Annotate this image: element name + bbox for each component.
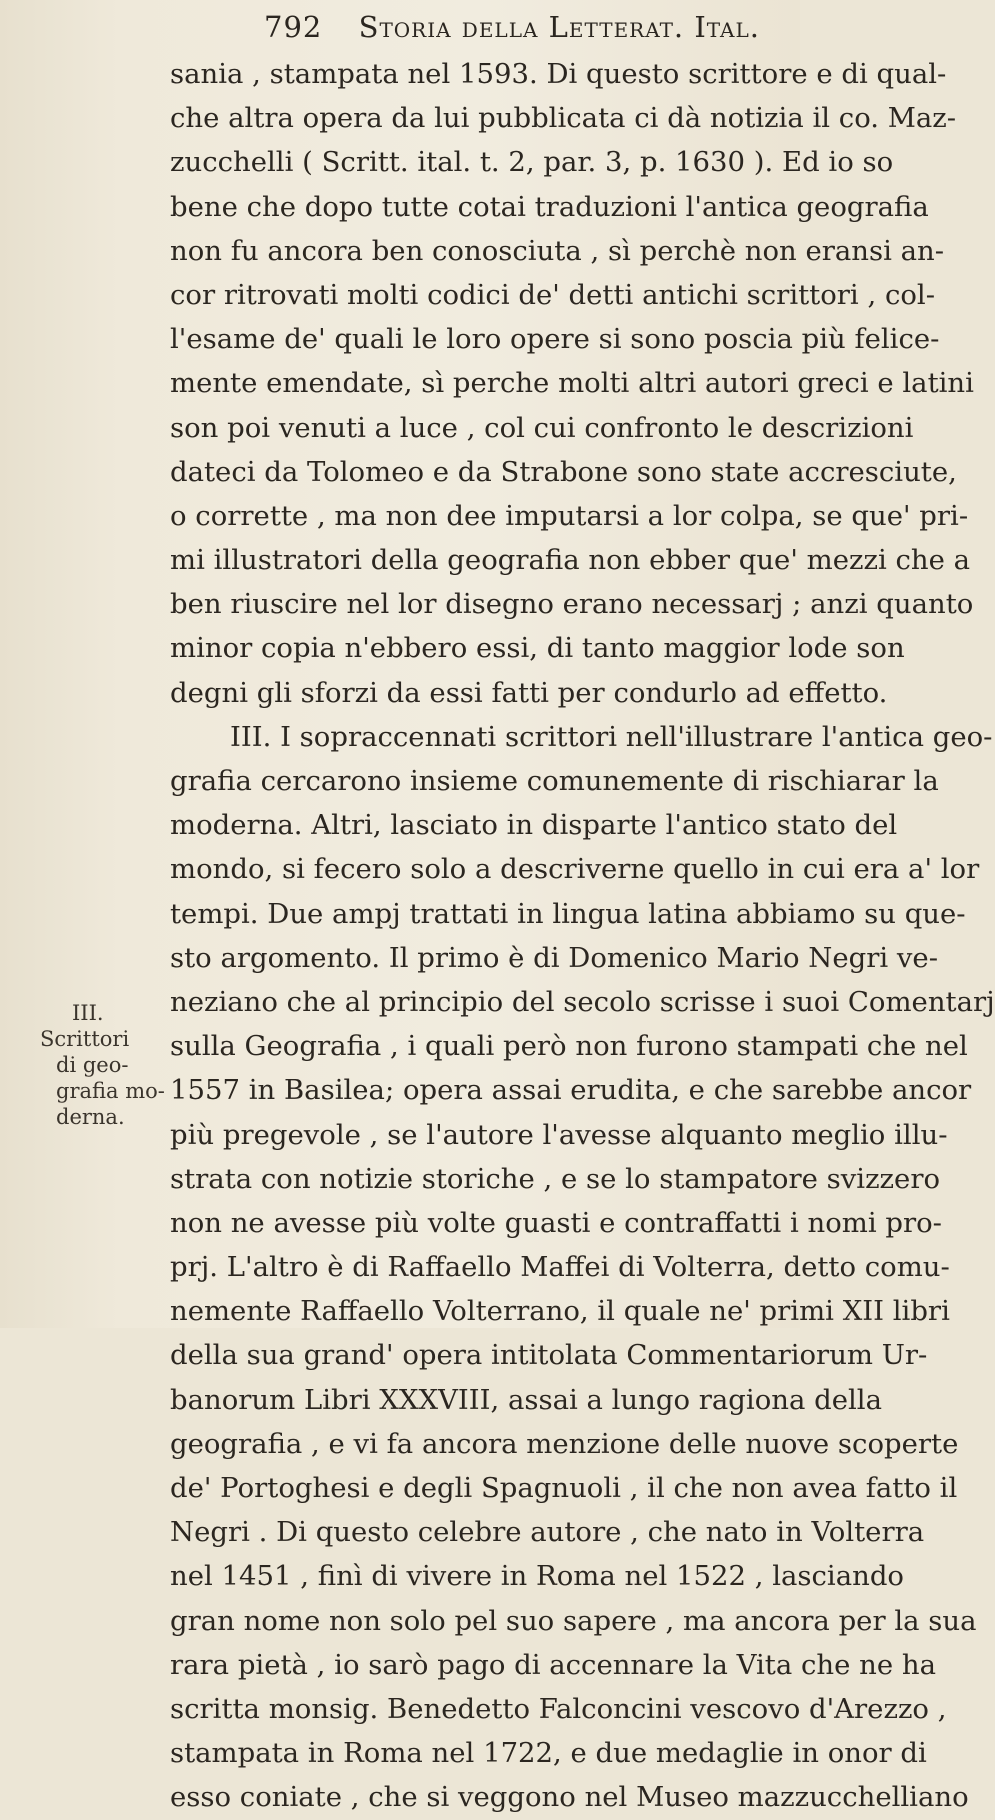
text-line: sania , stampata nel 1593. Di questo scrittore e di qual- bbox=[170, 58, 947, 90]
margin-note bbox=[28, 1000, 165, 1130]
text-line: stampata in Roma nel 1722, e due medaglie in onor di bbox=[170, 1737, 927, 1770]
margin-note-line: derna. bbox=[56, 1105, 125, 1129]
text-line: dateci da Tolomeo e da Strabone sono state accresciute, bbox=[170, 455, 957, 488]
text-line: zucchelli ( Scritt. ital. t. 2, par. 3, p. 1630 ). Ed io so bbox=[170, 146, 894, 179]
text-line: tempi. Due ampj trattati in lingua latina abbiamo su que- bbox=[170, 897, 966, 930]
text-line: III. I sopraccennati scrittori nell'illustrare l'antica geo- bbox=[230, 720, 993, 753]
text-line: Negri . Di questo celebre autore , che nato in Volterra bbox=[170, 1516, 925, 1549]
text-line: geografia , e vi fa ancora menzione delle nuove scoperte bbox=[170, 1427, 959, 1460]
page-number: 792 bbox=[264, 10, 323, 44]
margin-note-line: III. bbox=[72, 1001, 104, 1025]
body-text bbox=[170, 52, 995, 1820]
text-line: degni gli sforzi da essi fatti per condurlo ad effetto. bbox=[170, 676, 888, 709]
text-line: sto argomento. Il primo è di Domenico Mario Negri ve- bbox=[170, 941, 938, 974]
text-line: 1557 in Basilea; opera assai erudita, e che sarebbe ancor bbox=[170, 1074, 972, 1107]
text-line: esso coniate , che si veggono nel Museo mazzucchelliano bbox=[170, 1781, 969, 1814]
margin-note-line: Scrittori bbox=[40, 1027, 130, 1051]
margin-note-line: di geo- bbox=[56, 1053, 129, 1077]
text-line: grafia cercarono insieme comunemente di rischiarar la bbox=[170, 765, 939, 797]
text-line: mondo, si fecero solo a descriverne quello in cui era a' lor bbox=[170, 853, 980, 886]
text-line: l'esame de' quali le loro opere si sono poscia più felice- bbox=[170, 323, 940, 356]
text-line: nemente Raffaello Volterrano, il quale ne' primi XII libri bbox=[170, 1295, 950, 1328]
text-line: neziano che al principio del secolo scrisse i suoi Comentarj bbox=[170, 985, 995, 1018]
text-line: gran nome non solo pel suo sapere , ma ancora per la sua bbox=[170, 1604, 977, 1637]
text-line: non fu ancora ben conosciuta , sì perchè non eransi an- bbox=[170, 234, 945, 267]
text-line: bene che dopo tutte cotai traduzioni l'antica geografia bbox=[170, 190, 929, 223]
running-header bbox=[264, 10, 764, 48]
running-title: Storia della Letterat. Ital. bbox=[358, 10, 760, 44]
margin-note-line: grafia mo- bbox=[56, 1079, 165, 1103]
text-line: sulla Geografia , i quali però non furono stampati che nel bbox=[170, 1030, 968, 1063]
text-line: mente emendate, sì perche molti altri autori greci e latini bbox=[170, 367, 974, 400]
text-line: mi illustratori della geografia non ebber que' mezzi che a bbox=[170, 544, 971, 577]
text-line: son poi venuti a luce , col cui confronto le descrizioni bbox=[170, 411, 914, 444]
text-line: minor copia n'ebbero essi, di tanto maggior lode son bbox=[170, 632, 905, 665]
text-line: che altra opera da lui pubblicata ci dà notizia il co. Maz- bbox=[170, 102, 957, 135]
text-line: più pregevole , se l'autore l'avesse alquanto meglio illu- bbox=[170, 1118, 948, 1151]
text-line: della sua grand' opera intitolata Commentariorum Ur- bbox=[170, 1339, 928, 1372]
text-line: strata con notizie storiche , e se lo stampatore svizzero bbox=[170, 1162, 941, 1195]
text-line: nel 1451 , finì di vivere in Roma nel 1522 , lasciando bbox=[170, 1560, 904, 1593]
text-line: non ne avesse più volte guasti e contraffatti i nomi pro- bbox=[170, 1206, 942, 1239]
text-line: prj. L'altro è di Raffaello Maffei di Volterra, detto comu- bbox=[170, 1251, 950, 1284]
text-line: o corrette , ma non dee imputarsi a lor colpa, se que' pri- bbox=[170, 499, 969, 532]
text-line: scritta monsig. Benedetto Falconcini vescovo d'Arezzo , bbox=[170, 1692, 947, 1725]
text-line: rara pietà , io sarò pago di accennare la Vita che ne ha bbox=[170, 1648, 936, 1681]
text-line: moderna. Altri, lasciato in disparte l'antico stato del bbox=[170, 809, 898, 842]
text-line: banorum Libri XXXVIII, assai a lungo ragiona della bbox=[170, 1383, 882, 1416]
text-line: ben riuscire nel lor disegno erano necessarj ; anzi quanto bbox=[170, 588, 974, 621]
text-line: de' Portoghesi e degli Spagnuoli , il che non avea fatto il bbox=[170, 1472, 958, 1504]
text-line: cor ritrovati molti codici de' detti antichi scrittori , col- bbox=[170, 278, 935, 311]
